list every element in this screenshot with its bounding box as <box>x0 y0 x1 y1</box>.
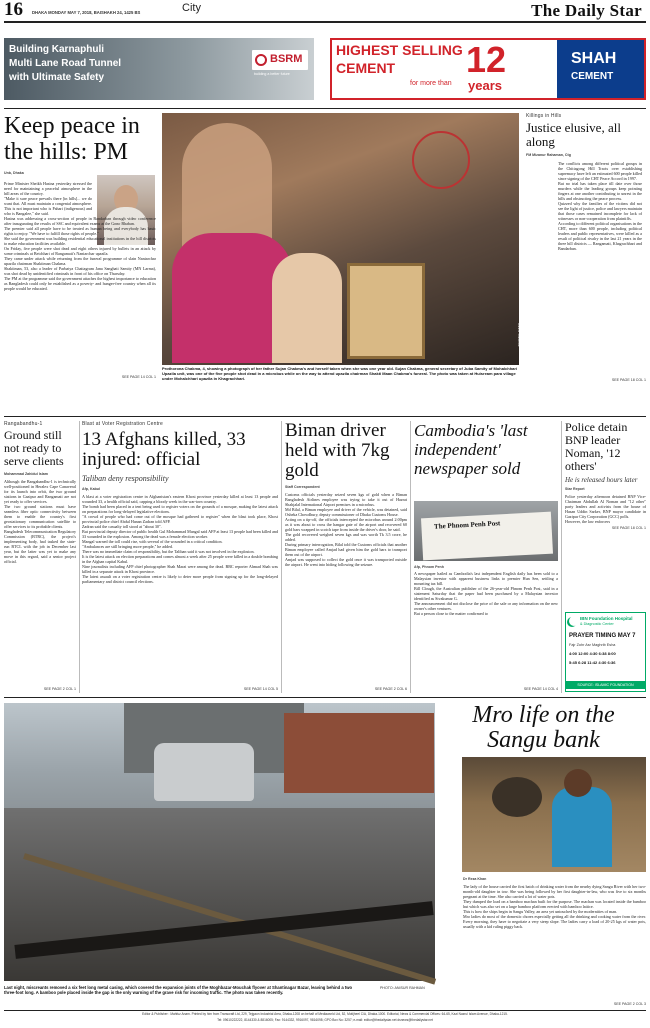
bsrm-ad-line3: with Ultimate Safety <box>9 72 105 83</box>
lead-body <box>4 181 156 291</box>
satellite-para: Bangladesh Telecommunication Regulatory Commission (BTRC), the project's implementing body, had tasked the state-run BTCL with the job in December last year, but the latter was yet to make any move in this regard, said a senior project official. <box>4 529 76 564</box>
biman-para: During primary interrogation, Bilal told the Customs officials that another Biman employee called Amjad had given him the gold bars to transport them out of the airport. <box>285 542 407 557</box>
afghan-para: Zadran said the casualty toll stood at "about 30". <box>82 524 162 529</box>
prayer-row1: 4:00 12:00 4:30 6:38 8:00 <box>569 651 616 656</box>
afghan-body <box>82 494 278 584</box>
afghan-para: It is the latest attack on election preparations and comes almost a week after 25 people were killed in a double bombing in the Afghan capital Kabul. <box>82 554 278 564</box>
mro-headline-line2[interactable]: Sangu bank <box>487 727 600 753</box>
shah-headline1: HIGHEST SELLING <box>336 42 463 58</box>
lead-para: She said the government was building residential educational institutions in the hill districts to make education facilities available. <box>4 236 156 246</box>
killings-byline: FM Mizanur Rahaman, Ctg <box>526 153 571 157</box>
cambodia-byline: Afp, Phnom Penh <box>414 565 444 569</box>
imprint-line2: Tel: 09610222222, 8144330 & 8816005; Fax: 9144332, 9916097, 9816098; GPO Box No: 3257; e-mail: editor@thedailystar.net dsnews@thedailystar.net <box>217 1018 433 1022</box>
satellite-kicker: Rangabandhu-1 <box>4 421 43 427</box>
shah-logo <box>557 40 644 98</box>
satellite-body <box>4 479 76 564</box>
biman-para: Customs officials yesterday seized seven kgs of gold when a Biman Bangladesh Airlines employee was trying to take it out of Hazrat Shahjalal International Airport premises in a microbus. <box>285 492 407 507</box>
lead-para: Prime Minister Sheikh Hasina yesterday stressed the need for maintaining a peaceful atmosphere in the hill areas of the country. <box>4 181 92 196</box>
crescent-icon <box>569 616 579 626</box>
cambodia-body <box>414 571 558 616</box>
cambodia-para: A newspaper hailed as Cambodia's last independent English daily has been sold to a Malaysian investor with apparent business links to premier Hun Sen, settling a mounting tax bill. <box>414 571 558 586</box>
cambodia-headline[interactable]: Cambodia's 'last independent' newspaper sold <box>414 421 528 478</box>
lead-para: They came under attack while returning from the funeral programme of slain Naniarchar upazila chairman Shaktiman Chakma. <box>4 256 156 266</box>
bsrm-logo <box>252 50 308 70</box>
killings-story <box>526 113 646 413</box>
afghan-para: "Ambulances are still bringing more people," he added. <box>82 544 173 549</box>
lead-photo-credit: PHOTO: STAR <box>517 323 521 347</box>
cambodia-story <box>414 421 558 691</box>
lead-para: The PM at the programme said the government attaches the highest importance to education as Bangladesh could only be established as a poverty- and hunger-free country when all its people would be educated. <box>4 276 156 291</box>
lead-para: "Make it sure peace prevails there [in hills]... we do want that. All must maintain a congenial atmosphere. This is not important who is Pahari (indigenous) and who is Bangalee," she said. <box>4 196 92 216</box>
satellite-byline: Mohammad Zahidul Islam <box>4 472 48 476</box>
mro-para: Mro ladies do most of the domestic chores especially getting all the drinking and cooking water from the river. Every morning, they have to negotiate a very steep slope. The ladies carry a load of 20-25 kgs of water pots, usually with a kid ruling piggy back. <box>463 914 646 929</box>
cambodia-more-link[interactable]: SEE PAGE 14 COL 4 <box>523 687 558 691</box>
flyover-caption: Last night, miscreants removed a six feet long metal casing, which covered the expansion joints of the Moghbazar-Mouchak flyover at Shantinagar Bazar, leaving behind a two three-foot long. A bamboo pole placed inside the gap is the only warning of the grave risk for incoming traffic. The photo was taken recently. <box>4 985 353 996</box>
afghan-para: A blast at a voter registration centre in Afghanistan's eastern Khost province yesterday killed at least 13 people and wounded 33, a health official said, capping a bloody week in the war-torn country. <box>82 494 278 504</box>
prayer-row2: 5:45 6:28 11:42 4:30 6:36 <box>569 660 616 665</box>
bsrm-ad-line1: Building Karnaphuli <box>9 44 104 55</box>
cambodia-para: The announcement did not disclose the price of the sale or any information on the new owner's other ventures. <box>414 601 558 611</box>
biman-para: Acting on a tip-off, the officials intercepted the microbus around 2:00pm as it was about to cross the hangar gate of the airport and recovered 60 gold bars wrapped in scotch tape from inside the driver's door, he said. <box>285 517 407 532</box>
killings-body <box>558 161 642 251</box>
police-subhead: He is released hours later <box>565 476 638 484</box>
lead-more-link[interactable]: SEE PAGE 14 COL 1 <box>121 375 156 379</box>
mro-para: This is how the ships begin in Sangu Valley, an area yet untouched by the modernities of man. <box>463 909 618 914</box>
killings-para: But no trial has taken place till date over those murders while the leading groups keep pointing fingers at one another contributing to unrest in the hills and obstructing the peace process. <box>558 181 642 201</box>
bsrm-tagline: building a better future <box>254 72 290 76</box>
police-more-link[interactable]: SEE PAGE 18 COL 1 <box>611 526 646 530</box>
biman-para: Amjad was supposed to collect the gold once it was transported outside the airport. He went into hiding following the seizure. <box>285 557 407 567</box>
lead-para: The premier said all people have to be treated as human being and everybody has basic rights to enjoy. "We have to fulfill those rights of people." <box>4 226 156 236</box>
satellite-more-link[interactable]: SEE PAGE 2 COL 1 <box>43 687 76 691</box>
bsrm-ad[interactable] <box>4 38 314 100</box>
afghan-para: Nine journalists including AFP chief photographer Shah Marai were among the dead. BBC reporter Ahmad Shah was killed in a separate attack in Khost province. <box>82 564 278 574</box>
biman-para: Md Bilal, a Biman employee and driver of the vehicle, was detained, said Osheka Chowdhury, deputy commissioner of Dhaka Customs House. <box>285 507 407 517</box>
section-label: City <box>182 2 201 14</box>
afghan-para: The latest assault on a voter registration centre is likely to deter more people from signing up for the long-delayed parliamentary and district council elections. <box>82 574 278 584</box>
lead-byline: Unb, Dhaka <box>4 171 24 175</box>
prayer-org: IBN Foundation Hospital <box>580 616 633 621</box>
afghan-subhead: Taliban deny responsibility <box>82 474 169 483</box>
satellite-para: Although the Bangabandhu-1 is technically well-positioned in Heralex Cape Canaveral for its launch into orbit, the two ground stations in Gazipur and Rangamati are not yet ready to offer services. <box>4 479 76 504</box>
mro-headline-line1[interactable]: Mro life on the <box>472 702 615 728</box>
shah-headline2: CEMENT <box>336 60 396 76</box>
prayer-org2: & Diagnostic Center <box>580 622 614 626</box>
killings-para: The conflicts among different political groups in the Chittagong Hill Tracts over establishing supremacy have left an estimated 600 people killed since signing of the CHT Peace Accord in 1997. <box>558 161 643 181</box>
shah-years: years <box>468 78 502 93</box>
flyover-photo <box>4 703 435 981</box>
mro-photo <box>462 757 646 872</box>
photo-frame <box>347 263 425 359</box>
prayer-title: PRAYER TIMING MAY 7 <box>569 633 636 639</box>
police-body <box>565 494 646 524</box>
shah-years-number: 12 <box>466 39 507 80</box>
cambodia-photo <box>414 501 558 561</box>
dateline: DHAKA MONDAY MAY 7, 2018, BAISHAKH 24, 1425 BS <box>32 10 141 15</box>
afghan-para: The bomb had been placed in a tent being used to register voters on the grounds of a mosque, making the latest attack on preparations for long-delayed legislative elections. <box>82 504 278 514</box>
shah-cement-ad[interactable] <box>330 38 646 100</box>
flyover-credit: PHOTO: ANISUR RAHMAN <box>380 986 425 990</box>
fan <box>412 131 470 189</box>
afghan-byline: Afp, Kabul <box>82 487 100 491</box>
bsrm-ad-line2: Multi Lane Road Tunnel <box>9 58 122 69</box>
police-story <box>565 421 646 591</box>
mro-body-wrap <box>463 877 646 929</box>
killings-para: According to different political organisations in the CHT, more than 600 people, including political leaders and public representatives, were killed as a result of political rivalry in the last 21 years in the three hill districts — Rangamati, Khagrachhari and Bandarban. <box>558 221 642 251</box>
mro-more-link[interactable]: SEE PAGE 2 COL 3 <box>613 1002 646 1006</box>
police-byline: Star Report <box>565 487 585 491</box>
biman-byline: Staff Correspondent <box>285 485 320 489</box>
lead-photo-caption: Prothorona Chakma, 4, showing a photograph of her father Sujan Chakma's and herself taken when she was one year old. Sujan Chakma, general secretary of Juba Samity of Mohalchhari Upazila unit, was one of the five people shot dead in a microbus while on the way to attend upazila chairman Shakti Maan Chakma's funeral. The photo was taken at Huisream para village under Mohalchhari upazila in Khagrachhari. <box>162 366 518 381</box>
killings-more-link[interactable]: SEE PAGE 18 COL 1 <box>611 378 646 382</box>
lead-photo <box>162 113 519 365</box>
killings-headline[interactable]: Justice elusive, all along <box>526 120 621 149</box>
mro-byline: Dr Reza Khan <box>463 877 487 881</box>
mro-para: They dumped the load on a bamboo machan built for the purpose. The machan was located inside the bamboo hut which was also set on a large bamboo platform erected with bamboo lattice. <box>463 899 646 909</box>
masthead <box>0 0 650 20</box>
biman-more-link[interactable]: SEE PAGE 2 COL 6 <box>374 687 407 691</box>
biman-story <box>285 421 407 691</box>
afghan-headline[interactable]: 13 Afghans killed, 33 injured: official <box>82 429 246 470</box>
killings-para: Quizzed why the families of the victims did not see the light of justice, police and lawyers maintain that those cases remained incomplete for lack of witnesses or non-cooperation from plaintiffs. <box>558 201 643 221</box>
killings-kicker: Killings in Hills <box>526 113 562 119</box>
police-para: Police yesterday afternoon detained BNP Vice-Chairman Abdullah Al Noman and "12 other" party leaders and activists from the house of Hasan Uddin Sarker, BNP mayor candidate in Gazipur City Corporation (GCC) polls. <box>565 494 646 519</box>
imprint-line1: Editor & Publisher : Mahfuz Anam. Printed by him from Transcraft Ltd, 229, Tejgaon Industrial Area, Dhaka-1208 on behalf of Mediaworld Ltd, 52, Motijheel C/A, Dhaka-1000. Editorial, News & Commercial Offices: 64-65, Kazi Nazrul Islam Avenue, Dhaka-1215. <box>142 1012 508 1016</box>
prayer-subtitle: Fajr Zohr Asr Maghrib Esha <box>569 643 616 647</box>
afghan-para: Mangal warned the toll could rise, with several of the wounded in a critical condition. <box>82 539 223 544</box>
bsrm-logo-mark-icon <box>255 54 267 66</box>
shah-brand2: CEMENT <box>571 71 614 82</box>
biman-headline[interactable]: Biman driver held with 7kg gold <box>285 420 390 481</box>
satellite-story <box>4 421 76 691</box>
cambodia-para: Bill Clough, the Australian publisher of the 26-year-old Phnom Penh Post, said in a statement Saturday that the paper had been purchased by a Malaysian investor identified as Sivakumar G. <box>414 586 558 601</box>
police-headline[interactable]: Police detain BNP leader Noman, '12 others' <box>565 420 628 473</box>
satellite-para: The two ground stations must have seamless fiber optic connectivity between them to enable the country's first geostationary communication satellite to offer services to its probable clients. <box>4 504 76 529</box>
car <box>154 743 254 801</box>
biman-body <box>285 492 407 567</box>
paper-name: The Daily Star <box>531 1 642 20</box>
biman-para: The gold recovered weighed seven kgs and was worth Tk 3.5 crore, he added. <box>285 532 407 542</box>
lead-headline[interactable]: Keep peace in the hills: PM <box>4 113 140 165</box>
cambodia-paper-label: The Phnom Penh Post <box>433 519 501 531</box>
cambodia-para: But a person close to the matter confirmed to <box>414 611 488 616</box>
afghan-para: There was no immediate claim of responsibility, but the Taliban said it was not involved in the explosion. <box>82 549 255 554</box>
shah-brand1: SHAH <box>571 50 617 67</box>
lead-para: Hasina was addressing a cross-section of people in Bandarban through video conference after inaugurating the results of SSC and equivalent exams at the Gono Bhaban. <box>4 216 156 226</box>
afghan-para: But provincial deputy director of public health Gul Mohammad Mangal said AFP at least 13 people had been killed and 33 wounded in the explosion. Among the dead was a female election worker. <box>82 529 278 539</box>
afghan-story <box>82 421 278 691</box>
lead-para: On Friday, five people were shot dead and eight others injured by bullets in an attack by some criminals at Betchhari of Rangamati's Naniarchar upazila. <box>4 246 156 256</box>
prayer-timing-box <box>565 612 646 692</box>
afghan-para: "A crowd of people who had come out of the mosque had gathered to register" when the blast took place, Khost provincial police chief Abdul Hanan Zadran told AFP. <box>82 514 278 524</box>
shah-for-more: for more than <box>410 80 452 87</box>
lead-story <box>4 113 156 413</box>
prayer-footer: SOURCE: ISLAMIC FOUNDATION <box>566 681 645 689</box>
satellite-headline[interactable]: Ground still not ready to serve clients <box>4 428 64 468</box>
lead-para: Shaktiman, 53, also a leader of Parbatya Chattagram Jana Sanghati Samity (MN Larma), was shot dead by unidentified criminals in front of his office on Thursday. <box>4 266 156 276</box>
afghan-more-link[interactable]: SEE PAGE 14 COL 5 <box>243 687 278 691</box>
afghan-kicker: Blast at Voter Registration Centre <box>82 421 164 427</box>
bsrm-brand: BSRM <box>270 53 303 65</box>
mro-body <box>463 884 646 929</box>
mro-para: The lady of the house carried the first batch of drinking water from the nearby dying Sangu River with her two-month-old daughter in tow. She was being followed by her first daughter-in-law, who was five to six months pregnant at the time. She also carried a lot of water pots. <box>463 884 646 899</box>
page-number: 16 <box>4 0 23 20</box>
police-para: However, the law enforcers <box>565 519 611 524</box>
